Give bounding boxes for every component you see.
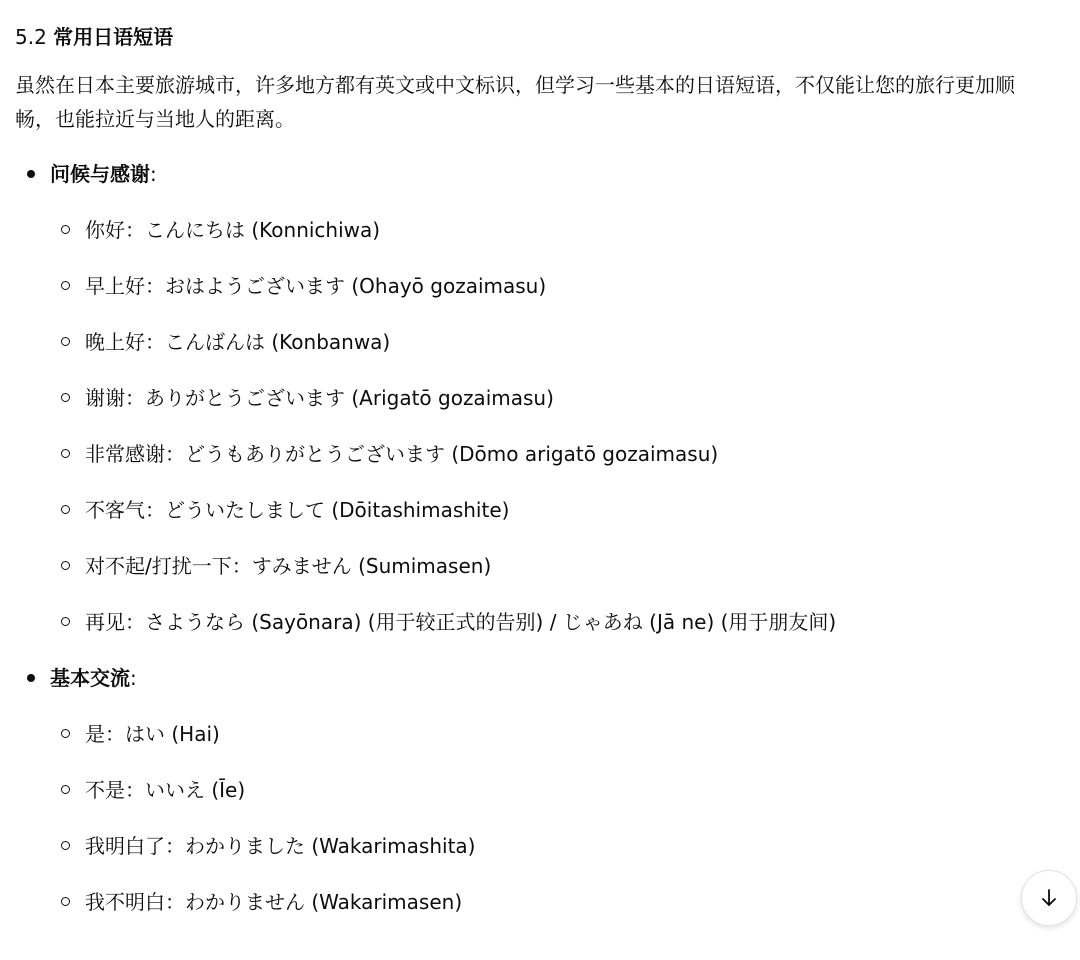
category-name: 问候与感谢 [50,162,150,186]
list-item [15,314,1055,370]
bullet-icon [27,674,35,682]
section-heading [15,18,1055,56]
scroll-to-bottom-button[interactable] [1021,870,1077,926]
phrase-list [15,202,1055,650]
phrase-text: 对不起/打扰一下：すみません (Sumimasen) [85,554,492,578]
circle-bullet-icon [61,617,70,626]
phrase-text: 谢谢：ありがとうございます (Arigatō gozaimasu) [85,386,554,410]
bullet-icon [27,170,35,178]
phrase-list [15,706,1055,930]
list-item [15,482,1055,538]
list-item [15,874,1055,930]
category-colon: : [130,666,137,690]
circle-bullet-icon [61,449,70,458]
circle-bullet-icon [61,841,70,850]
category-colon: : [150,162,157,186]
list-item [15,594,1055,650]
category-list [15,146,1055,930]
category-name: 基本交流 [50,666,130,690]
phrase-text: 不是：いいえ (Īe) [85,778,246,802]
message-content [15,18,1055,930]
list-item [15,258,1055,314]
circle-bullet-icon [61,785,70,794]
list-item [15,202,1055,258]
category-heading [15,650,1055,706]
circle-bullet-icon [61,505,70,514]
list-item [15,426,1055,482]
list-item [15,706,1055,762]
category-greetings [15,146,1055,650]
circle-bullet-icon [61,729,70,738]
phrase-text: 我明白了：わかりました (Wakarimashita) [85,834,476,858]
list-item [15,370,1055,426]
circle-bullet-icon [61,225,70,234]
category-heading [15,146,1055,202]
phrase-text: 你好：こんにちは (Konnichiwa) [85,218,381,242]
section-title: 常用日语短语 [53,25,174,49]
list-item [15,538,1055,594]
circle-bullet-icon [61,897,70,906]
arrow-down-icon [1038,887,1060,909]
circle-bullet-icon [61,281,70,290]
list-item [15,762,1055,818]
list-item [15,818,1055,874]
section-number: 5.2 [15,25,47,49]
phrase-text: 早上好：おはようございます (Ohayō gozaimasu) [85,274,547,298]
phrase-text: 非常感谢：どうもありがとうございます (Dōmo arigatō gozaimasu) [85,442,719,466]
intro-paragraph: 虽然在日本主要旅游城市，许多地方都有英文或中文标识，但学习一些基本的日语短语，不仅能让您的旅行更加顺畅，也能拉近与当地人的距离。 [15,73,1015,131]
circle-bullet-icon [61,393,70,402]
phrase-text: 再见：さようなら (Sayōnara) (用于较正式的告别) / じゃあね (Jā ne) (用于朋友间) [85,610,837,634]
phrase-text: 我不明白：わかりません (Wakarimasen) [85,890,463,914]
circle-bullet-icon [61,337,70,346]
circle-bullet-icon [61,561,70,570]
phrase-text: 是：はい (Hai) [85,722,220,746]
category-basic-communication [15,650,1055,930]
phrase-text: 晚上好：こんばんは (Konbanwa) [85,330,391,354]
phrase-text: 不客气：どういたしまして (Dōitashimashite) [85,498,510,522]
